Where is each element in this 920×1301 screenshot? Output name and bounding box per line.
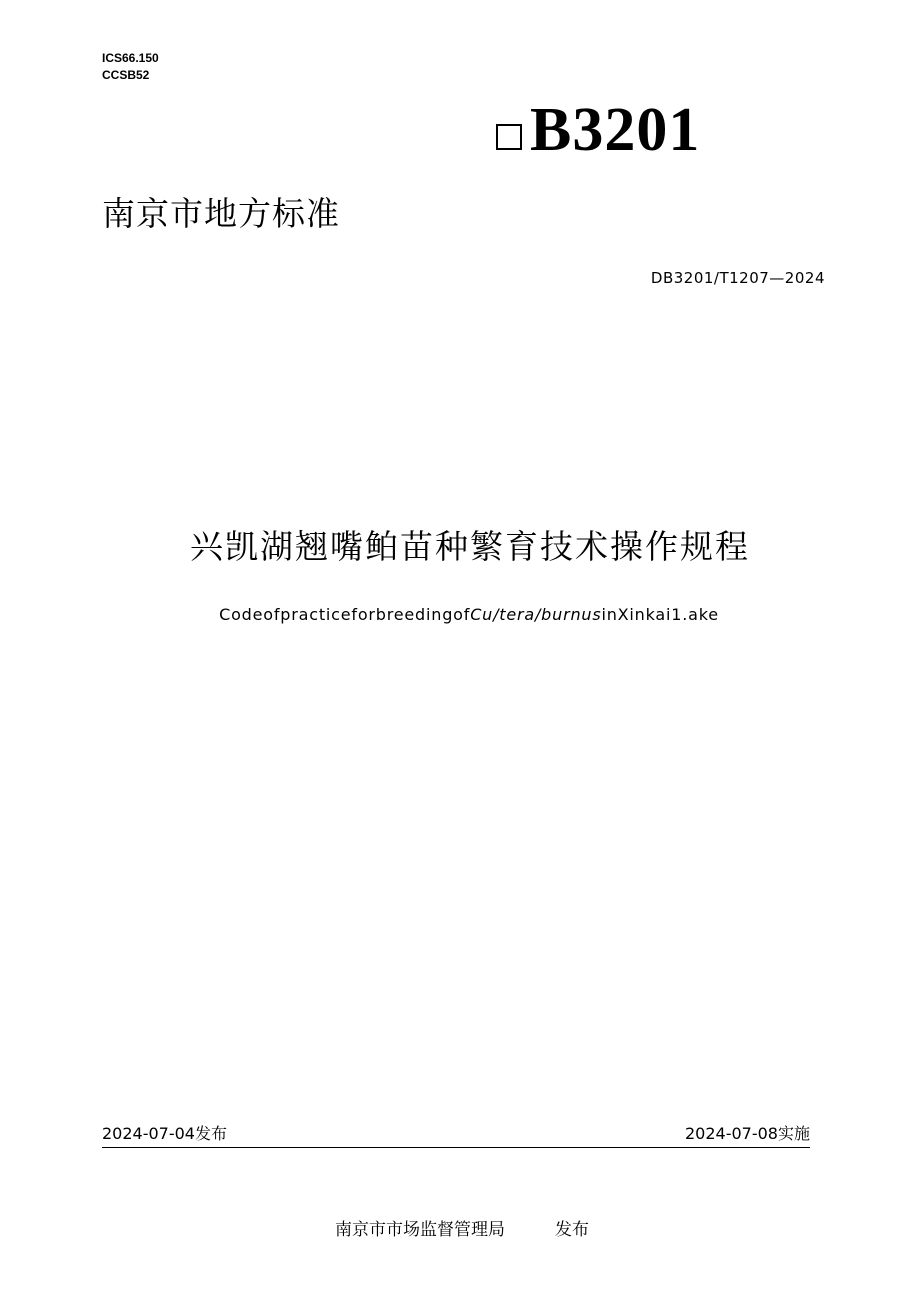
standard-number: DB3201/T1207—2024 xyxy=(650,269,825,287)
missing-glyph-box-icon xyxy=(496,124,522,150)
english-title-prefix: Codeofpracticeforbreedingof xyxy=(219,605,471,624)
publisher-name: 南京市市场监督管理局 xyxy=(335,1220,505,1240)
document-title-chinese: 兴凯湖翘嘴鲌苗种繁育技术操作规程 xyxy=(190,527,750,566)
publisher-action: 发布 xyxy=(555,1220,589,1240)
english-title-species: Cu/tera/burnus xyxy=(470,605,602,624)
ics-code: ICS66.150 xyxy=(102,51,159,65)
standard-mark xyxy=(496,95,700,165)
dates-row xyxy=(102,1123,810,1148)
english-title-suffix: inXinkai1.ake xyxy=(601,605,719,624)
standard-mark-code: B3201 xyxy=(530,96,701,164)
standard-type: 南京市地方标准 xyxy=(102,194,340,233)
implementation-date: 2024-07-08实施 xyxy=(685,1124,810,1143)
publisher-line xyxy=(335,1218,589,1242)
ccs-code: CCSB52 xyxy=(102,68,150,82)
document-title-english xyxy=(0,604,920,626)
release-date: 2024-07-04发布 xyxy=(102,1124,227,1143)
